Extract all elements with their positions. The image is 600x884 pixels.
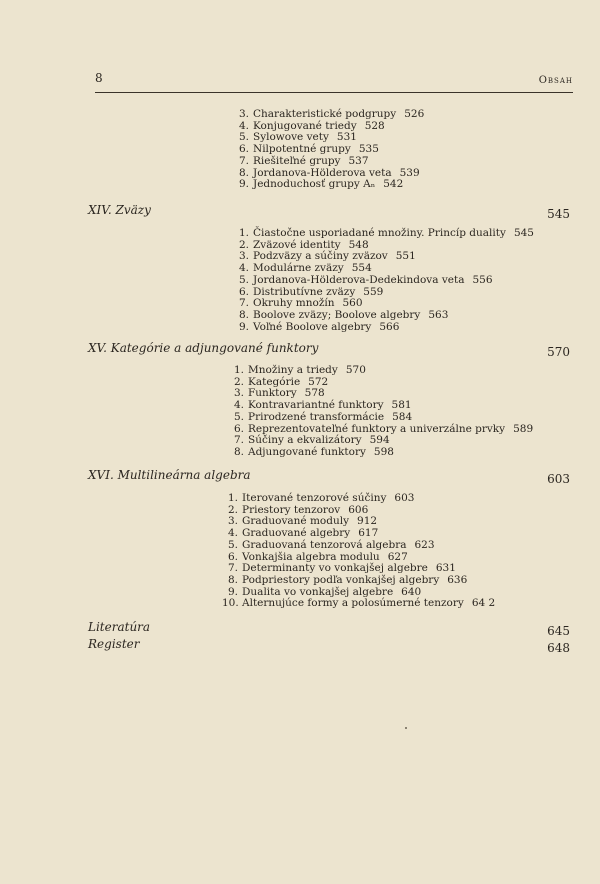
chapter-page: 603 <box>547 472 570 486</box>
toc-entry: 7. Determinanty vo vonkajšej algebre 631 <box>227 562 456 575</box>
toc-entry: 4. Konjugované triedy 528 <box>238 119 385 132</box>
toc-entry: 1. Množiny a triedy 570 <box>233 364 366 376</box>
toc-entry: 3. Charakteristické podgrupy 526 <box>238 108 425 120</box>
toc-entry: 4. Graduované algebry 617 <box>227 527 379 540</box>
toc-entry: 8. Jordanova-Hölderova veta 539 <box>238 166 420 179</box>
toc-entry: 6. Vonkajšia algebra modulu 627 <box>227 550 408 563</box>
toc-entry: 5. Graduovaná tenzorová algebra 623 <box>227 538 435 551</box>
toc-entry: 6. Reprezentovateľné funktory a univerzálne prvky 589 <box>233 422 534 435</box>
toc-entry: 8. Podpriestory podľa vonkajšej algebry 636 <box>227 573 468 586</box>
toc-entry-list <box>233 228 534 333</box>
toc-entry: 3. Podzväzy a súčiny zväzov 551 <box>238 250 416 263</box>
toc-entry: 9. Voľné Boolove algebry 566 <box>238 320 400 333</box>
chapter-title: XV. Kategórie a adjungované funktory <box>88 341 319 355</box>
toc-entry: 4. Modulárne zväzy 554 <box>238 262 372 275</box>
toc-entry: 10. Alternujúce formy a polosúmerné tenzory 64 2 <box>222 597 496 610</box>
toc-entry: 5. Prirodzené transformácie 584 <box>233 410 413 423</box>
running-header: Obsah <box>538 75 573 86</box>
toc-entry: 1. Čiastočne usporiadané množiny. Princíp duality 545 <box>238 227 534 239</box>
toc-entry: 6. Nilpotentné grupy 535 <box>238 143 379 156</box>
chapter-page: 570 <box>547 345 570 359</box>
chapter-page: 545 <box>547 207 570 221</box>
back-matter-register <box>88 637 570 655</box>
back-matter-page: 645 <box>547 624 570 638</box>
toc-entry: 7. Riešiteľné grupy 537 <box>238 154 369 167</box>
toc-entry: 5. Sylowove vety 531 <box>238 131 357 144</box>
toc-entry: 6. Distributívne zväzy 559 <box>238 285 384 298</box>
toc-entry-list <box>222 493 495 610</box>
chapter-heading <box>88 468 570 486</box>
chapter-title: XVI. Multilineárna algebra <box>88 468 251 482</box>
chapter-heading <box>88 341 570 359</box>
toc-entry: 3. Graduované moduly 912 <box>227 515 378 528</box>
back-matter-title: Literatúra <box>88 620 151 634</box>
page-number: 8 <box>95 71 103 85</box>
toc-entry: 2. Zväzové identity 548 <box>238 238 369 251</box>
toc-entry: 2. Kategórie 572 <box>233 375 329 388</box>
toc-entry: 5. Jordanova-Hölderova-Dedekindova veta 556 <box>238 273 493 286</box>
toc-entry: 7. Súčiny a ekvalizátory 594 <box>233 434 390 447</box>
toc-entry: 3. Funktory 578 <box>233 387 325 400</box>
back-matter-title: Register <box>88 637 140 651</box>
chapter-title: XIV. Zväzy <box>88 203 151 217</box>
toc-entry-list-continued <box>233 109 424 191</box>
toc-entry-list <box>228 365 533 459</box>
paper-speck <box>405 727 407 729</box>
toc-entry: 1. Iterované tenzorové súčiny 603 <box>227 492 415 504</box>
toc-entry: 8. Adjungované funktory 598 <box>233 445 394 458</box>
back-matter-literature <box>88 620 570 638</box>
back-matter-page: 648 <box>547 641 570 655</box>
toc-entry: 4. Kontravariantné funktory 581 <box>233 399 412 412</box>
toc-entry: 2. Priestory tenzorov 606 <box>227 503 369 516</box>
header-rule <box>95 92 573 93</box>
toc-entry: 8. Boolove zväzy; Boolove algebry 563 <box>238 308 449 321</box>
toc-entry: 9. Dualita vo vonkajšej algebre 640 <box>227 585 422 598</box>
toc-entry: 7. Okruhy množín 560 <box>238 297 363 310</box>
toc-entry: 9. Jednoduchosť grupy Aₙ 542 <box>238 178 404 191</box>
chapter-heading <box>88 203 570 221</box>
